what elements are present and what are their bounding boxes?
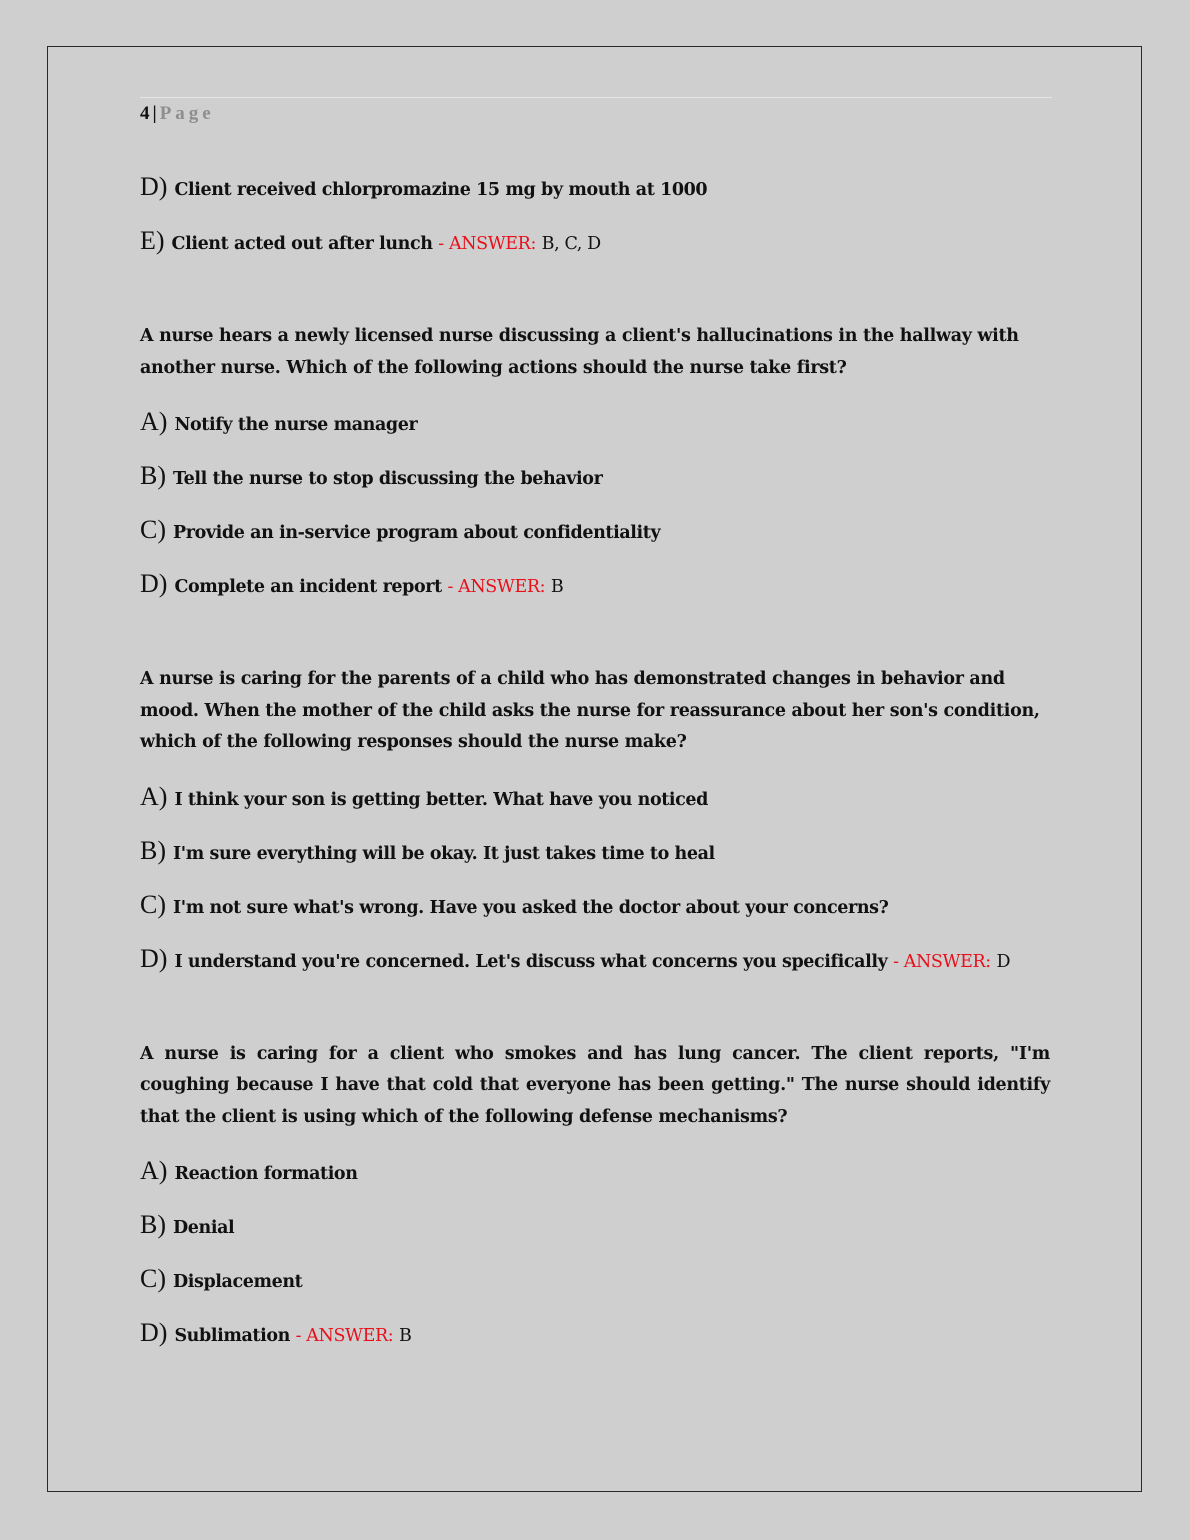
answer-value: B (550, 577, 564, 597)
option-letter: D) (140, 1318, 168, 1347)
question-stem: A nurse hears a newly licensed nurse discussing a client's hallucinations in the hallway with another nurse. Which of the following actions should the nurse take first? (140, 326, 1019, 378)
header-rule (140, 97, 1052, 98)
answer-label: - ANSWER: (438, 234, 536, 254)
option-item (140, 405, 1050, 438)
option-text: Displacement (173, 1272, 303, 1292)
option-text: I understand you're concerned. Let's discuss what concerns you specifically (174, 951, 888, 972)
option-text: Sublimation (174, 1326, 290, 1346)
option-text: Provide an in-service program about confidentiality (173, 523, 661, 543)
answer-value: B, C, D (541, 234, 601, 254)
option-letter: C) (140, 889, 166, 919)
option-letter: C) (140, 515, 166, 544)
option-letter: C) (140, 1264, 166, 1293)
answer-value: B (398, 1326, 412, 1346)
option-letter: B) (140, 461, 166, 490)
option-letter: D) (140, 172, 168, 201)
option-item (140, 224, 1050, 257)
option-letter: A) (140, 407, 168, 436)
document-body (140, 170, 1050, 1370)
option-text: Reaction formation (174, 1164, 358, 1184)
option-letter: D) (140, 943, 168, 973)
answer-label: - ANSWER: (447, 577, 546, 597)
option-text: Client acted out after lunch (171, 234, 433, 254)
option-item (140, 780, 1050, 813)
option-letter: A) (140, 781, 168, 811)
option-item (140, 834, 1050, 867)
option-letter: D) (140, 569, 168, 598)
question-stem: A nurse is caring for the parents of a child who has demonstrated changes in behavior and mood. When the mother of the child asks the nurse for reassurance about her son's condition, which of the following responses should the nurse make? (140, 669, 1040, 752)
option-text: Notify the nurse manager (174, 415, 418, 435)
option-text: Tell the nurse to stop discussing the behavior (173, 469, 603, 489)
answer-label: - ANSWER: (295, 1326, 394, 1346)
option-item (140, 1208, 1050, 1241)
option-letter: E) (140, 226, 165, 255)
option-item (140, 942, 1050, 975)
option-letter: B) (140, 835, 166, 865)
option-text: I think your son is getting better. What have you noticed (174, 789, 708, 810)
option-letter: B) (140, 1210, 166, 1239)
option-item (140, 888, 1050, 921)
option-letter: A) (140, 1156, 168, 1185)
option-item (140, 1262, 1050, 1295)
question-stem: A nurse is caring for a client who smokes and has lung cancer. The client reports, "I'm coughing because I have that cold that everyone has been getting." The nurse should identify that the client is using which of the following defense mechanisms? (140, 1043, 1050, 1127)
option-item (140, 459, 1050, 492)
option-text: I'm sure everything will be okay. It just takes time to heal (173, 843, 715, 864)
option-text: Denial (173, 1218, 235, 1238)
option-item (140, 1154, 1050, 1187)
option-text: Client received chlorpromazine 15 mg by mouth at 1000 (174, 180, 708, 200)
answer-value: D (996, 951, 1011, 972)
page-number: 4 (140, 103, 150, 124)
answer-label: - ANSWER: (893, 951, 991, 972)
option-item (140, 513, 1050, 546)
page-word: Page (159, 103, 215, 124)
header-separator: | (152, 103, 157, 124)
option-text: Complete an incident report (174, 577, 442, 597)
option-text: I'm not sure what's wrong. Have you asked the doctor about your concerns? (173, 897, 889, 918)
page-header (140, 103, 215, 125)
option-item (140, 1316, 1050, 1349)
option-item (140, 170, 1050, 203)
option-item (140, 567, 1050, 600)
